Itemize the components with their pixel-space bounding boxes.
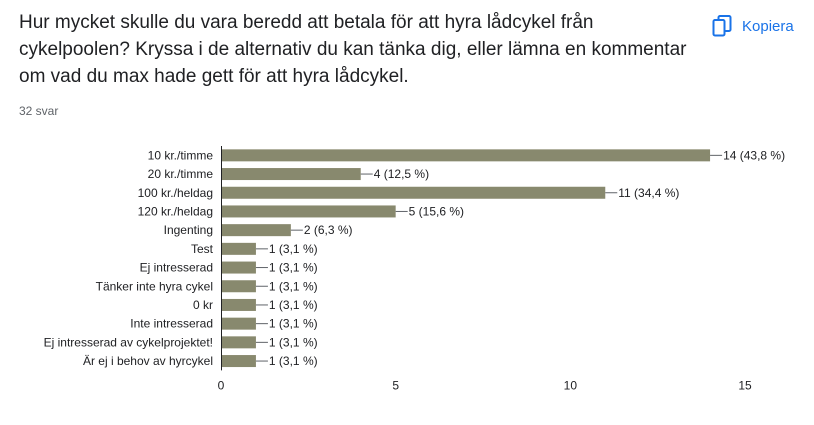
category-label: 0 kr (192, 297, 213, 312)
bar (221, 149, 710, 161)
data-label: 2 (6,3 %) (303, 223, 353, 238)
bar (221, 355, 256, 367)
question-title: Hur mycket skulle du vara beredd att betala för att hyra lådcykel från cykelpoolen? Kryssa i de alternativ du kan tänka dig, eller lämna en kommentar om vad du max hade gett för att hyra lådcykel. (19, 12, 687, 87)
category-label: Test (190, 241, 213, 256)
x-tick-label: 0 (217, 378, 225, 393)
x-tick-label: 15 (738, 378, 752, 393)
bar (221, 336, 256, 348)
data-label: 1 (3,1 %) (268, 316, 318, 331)
category-label: Inte intresserad (130, 316, 213, 331)
category-label: Ej intresserad av cykelprojektet! (43, 335, 213, 350)
bar (221, 187, 605, 199)
data-label: 1 (3,1 %) (268, 297, 318, 312)
category-label: Ingenting (163, 223, 213, 238)
data-label: 1 (3,1 %) (268, 354, 318, 369)
data-label: 1 (3,1 %) (268, 260, 318, 275)
x-tick-label: 5 (392, 378, 400, 393)
category-label: Tänker inte hyra cykel (95, 279, 213, 294)
data-label: 4 (12,5 %) (373, 167, 430, 182)
bar (221, 262, 256, 274)
bar (221, 243, 256, 255)
bar (221, 280, 256, 292)
bar (221, 205, 396, 217)
category-label: 100 kr./heldag (137, 185, 213, 200)
category-label: Ej intresserad (139, 260, 213, 275)
bar (221, 299, 256, 311)
bar (221, 318, 256, 330)
data-label: 14 (43,8 %) (723, 148, 786, 163)
x-tick-label: 10 (563, 378, 578, 393)
data-label: 5 (15,6 %) (408, 204, 465, 219)
data-label: 11 (34,4 %) (618, 185, 680, 200)
response-count: 32 svar (19, 104, 59, 118)
bar (221, 168, 361, 180)
bar (221, 224, 291, 236)
copy-label: Kopiera (742, 17, 794, 35)
data-label: 1 (3,1 %) (268, 279, 318, 294)
category-label: 20 kr./timme (147, 167, 213, 182)
category-label: Är ej i behov av hyrcykel (82, 354, 213, 369)
category-label: 10 kr./timme (147, 148, 213, 163)
data-label: 1 (3,1 %) (268, 335, 318, 350)
category-label: 120 kr./heldag (137, 204, 213, 219)
data-label: 1 (3,1 %) (268, 241, 318, 256)
